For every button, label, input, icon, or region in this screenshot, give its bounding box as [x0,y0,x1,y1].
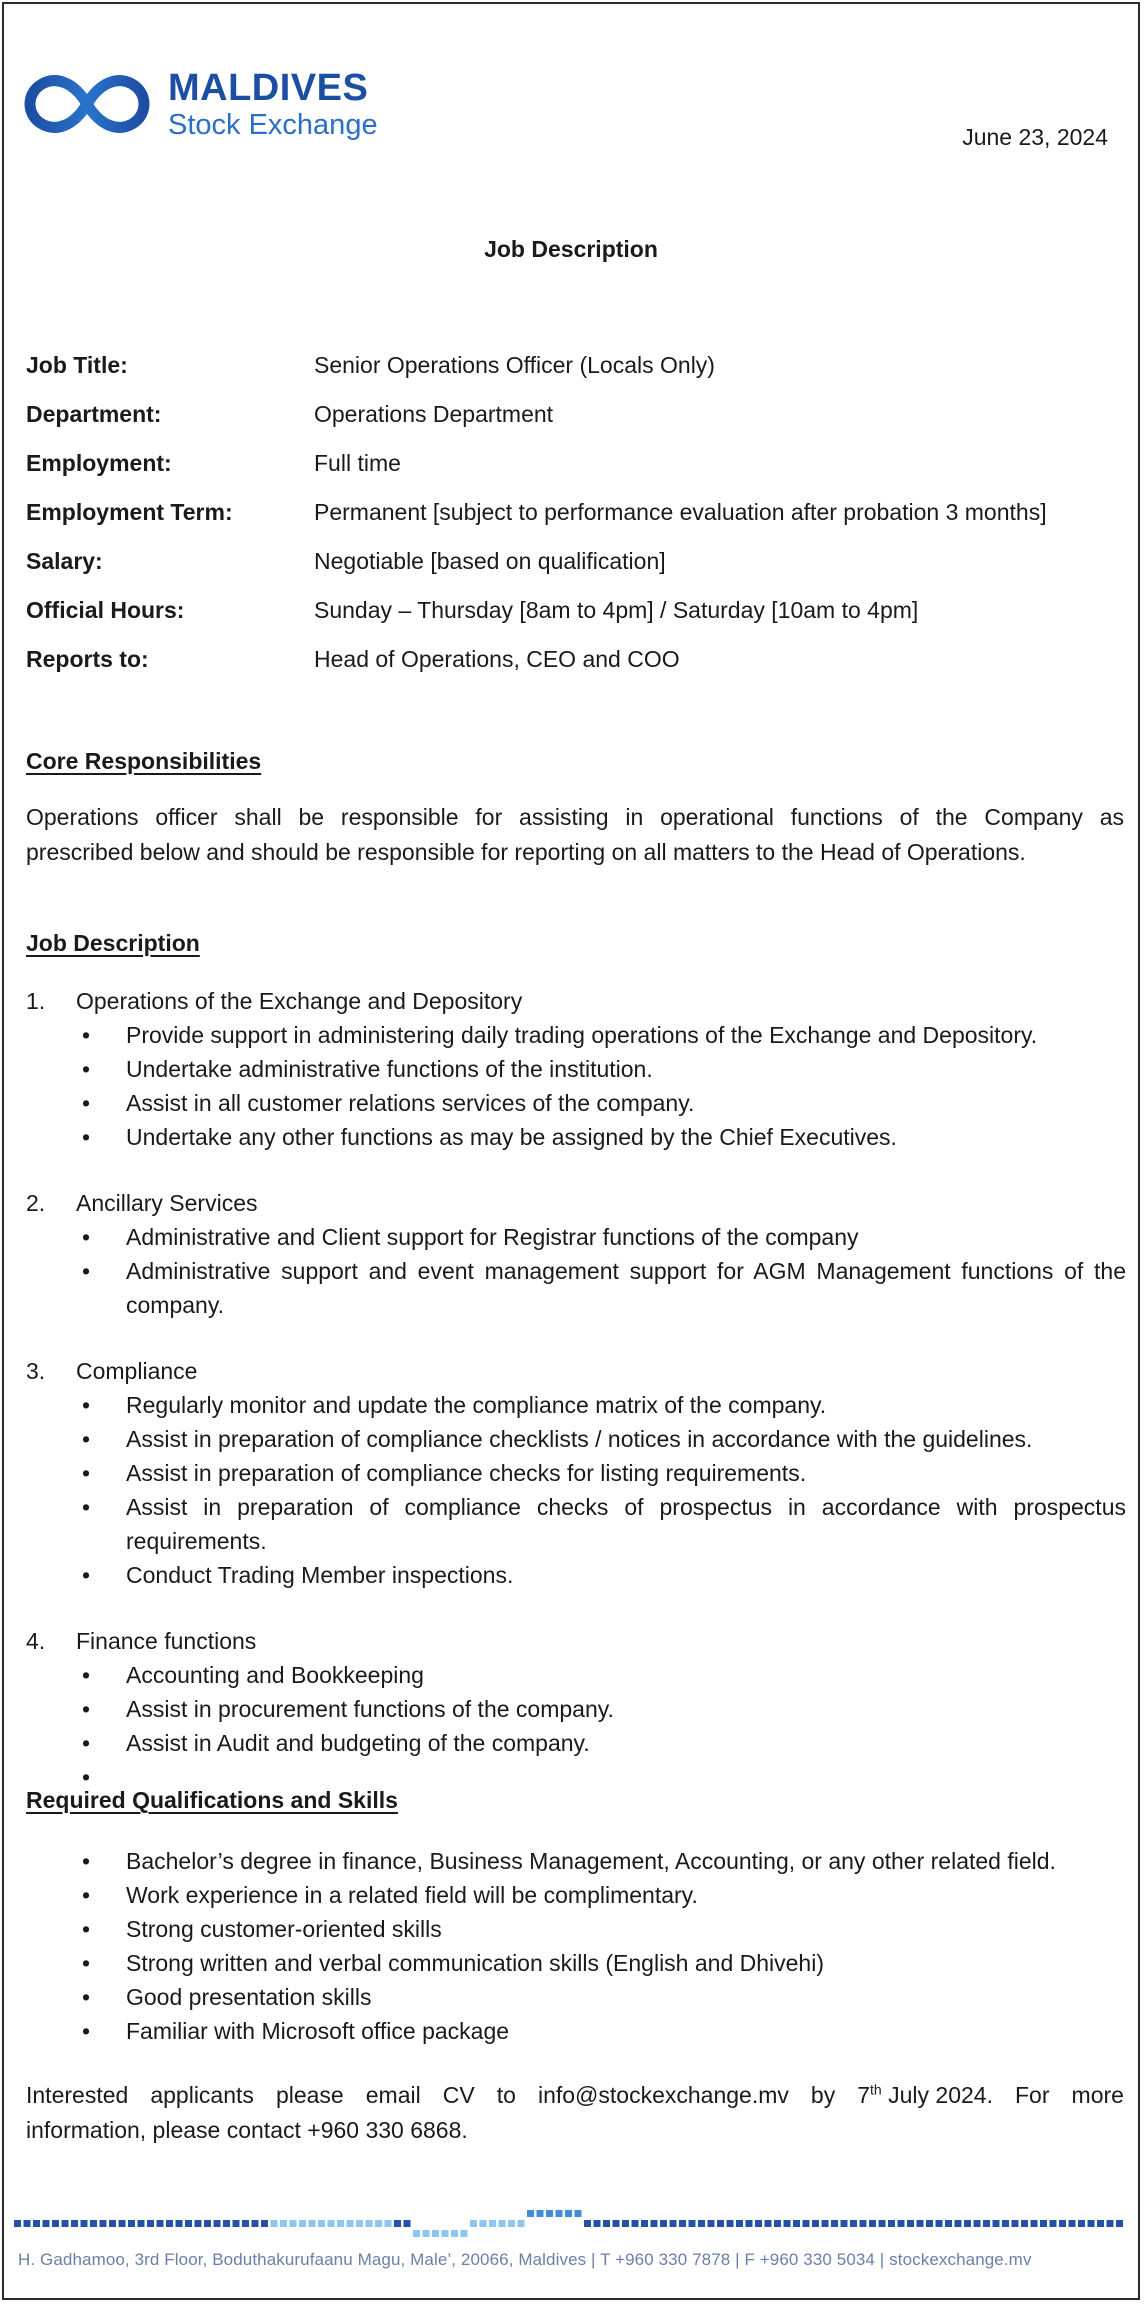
footer-square [755,2220,762,2227]
contact-word: please [275,2082,344,2108]
list-item: • Conduct Trading Member inspections. [26,1558,1126,1592]
field-official-hours [26,593,1116,642]
list-item: • Undertake any other functions as may be assigned by the Chief Executives. [26,1120,1126,1154]
footer-square [993,2220,1000,2227]
deadline-month-year: July 2024. [888,2082,993,2108]
contact-word: applicants [150,2082,254,2108]
footer-square [822,2220,829,2227]
footer-square [708,2220,715,2227]
section-title: Ancillary Services [76,1190,258,1216]
footer-square [869,2220,876,2227]
field-value: Senior Operations Officer (Locals Only) [314,352,715,378]
footer-square [632,2220,639,2227]
footer-square [556,2210,563,2217]
document-page [2,2,1140,2300]
footer-square [727,2220,734,2227]
footer-square [176,2220,183,2227]
field-label: Job Title: [26,352,128,378]
field-employment [26,446,1116,495]
field-label: Employment: [26,450,172,476]
footer-square [641,2220,648,2227]
contact-word: email [365,2082,421,2108]
job-description-heading: Job Description [26,930,200,956]
footer-square [375,2220,382,2227]
footer-square [964,2220,971,2227]
list-item: • Accounting and Bookkeeping [26,1658,1126,1692]
footer-square [584,2220,591,2227]
footer-square [1002,2220,1009,2227]
field-label: Department: [26,401,162,427]
footer-address: H. Gadhamoo, 3rd Floor, Boduthakurufaanu Magu, Male’, 20066, Maldives | T +960 330 7878 | F +960 330 5034 | stockexchange.mv [18,2250,1032,2269]
footer-square [879,2220,886,2227]
footer-square [660,2220,667,2227]
footer-square [1116,2220,1123,2227]
infinity-logo-icon [22,68,152,140]
core-responsibilities-text [26,800,1124,870]
list-item: • Assist in preparation of compliance checks for listing requirements. [26,1456,1126,1490]
footer-square [195,2220,202,2227]
footer-square [157,2220,164,2227]
footer-square [81,2220,88,2227]
footer-square [185,2220,192,2227]
field-value: Head of Operations, CEO and COO [314,646,680,672]
footer-square [71,2220,78,2227]
footer-square [983,2220,990,2227]
footer-square [974,2220,981,2227]
footer-square [689,2220,696,2227]
footer-square [793,2220,800,2227]
contact-line [26,2078,1124,2113]
footer-square [784,2220,791,2227]
footer-square [432,2230,439,2237]
field-value: Permanent [subject to performance evaluation after probation 3 months] [314,499,1047,525]
deadline-day-suffix: th [870,2081,882,2098]
field-value: Sunday – Thursday [8am to 4pm] / Saturday [10am to 4pm] [314,597,919,623]
field-label: Salary: [26,548,103,574]
field-reports-to [26,642,1116,691]
footer-square [926,2220,933,2227]
contact-word: to [496,2082,516,2108]
list-item: • Good presentation skills [26,1980,1126,2014]
field-value: Operations Department [314,401,554,427]
footer-square [138,2220,145,2227]
footer-square [166,2220,173,2227]
footer-square [803,2220,810,2227]
footer-square [1050,2220,1057,2227]
contact-word: by [810,2082,836,2108]
footer-square [14,2220,21,2227]
footer-square [62,2220,69,2227]
footer-square [261,2220,268,2227]
list-item: • Strong customer-oriented skills [26,1912,1126,1946]
footer-square [461,2230,468,2237]
field-department [26,397,1116,446]
list-item: • Familiar with Microsoft office package [26,2014,1126,2048]
list-item: • Assist in preparation of compliance checks of prospectus in accordance with prospectus requirements. [26,1490,1126,1558]
footer-square [888,2220,895,2227]
footer-square [717,2220,724,2227]
list-item: • Regularly monitor and update the compliance matrix of the company. [26,1388,1126,1422]
footer-square [1107,2220,1114,2227]
list-item: • Assist in Audit and budgeting of the company. [26,1726,1126,1760]
footer-square [33,2220,40,2227]
footer-square [356,2220,363,2227]
footer-square [52,2220,59,2227]
section-number: 3. [26,1358,46,1384]
deadline-day: 7 [857,2082,871,2108]
footer-square [1069,2220,1076,2227]
list-item: • Administrative support and event management support for AGM Management functions of the company. [26,1254,1126,1322]
footer-square [242,2220,249,2227]
footer-square [812,2220,819,2227]
footer-square [451,2230,458,2237]
footer-square [223,2220,230,2227]
section-title: Compliance [76,1358,198,1384]
footer-square [698,2220,705,2227]
footer-square [318,2220,325,2227]
footer-square [603,2220,610,2227]
footer-square [337,2220,344,2227]
contact-word: Interested [26,2082,129,2108]
footer-square [423,2230,430,2237]
core-text-line: Operations officer shall be responsible for assisting in operational functions of the Company as [26,804,1124,830]
section-operations [26,984,1126,1154]
footer-square [394,2220,401,2227]
footer-square [651,2220,658,2227]
field-salary [26,544,1116,593]
footer-square [1088,2220,1095,2227]
footer-square [1040,2220,1047,2227]
footer-square [100,2220,107,2227]
footer-square [366,2220,373,2227]
deadline-date [857,2078,993,2113]
footer-square [594,2220,601,2227]
field-value: Negotiable [based on qualification] [314,548,666,574]
section-ancillary [26,1186,1126,1322]
footer-square [831,2220,838,2227]
contact-word: CV [442,2082,475,2108]
list-item: • Assist in preparation of compliance checklists / notices in accordance with the guidelines. [26,1422,1126,1456]
section-number: 4. [26,1628,46,1654]
field-label: Reports to: [26,646,149,672]
logo-subtitle: Stock Exchange [168,109,378,141]
job-description-list [26,984,1126,1794]
footer-square [898,2220,905,2227]
list-item: • Assist in procurement functions of the company. [26,1692,1126,1726]
contact-paragraph [26,2078,1124,2148]
footer-square [252,2220,259,2227]
footer-square [613,2220,620,2227]
footer-square [109,2220,116,2227]
footer-square [480,2220,487,2227]
footer-square [442,2230,449,2237]
section-finance [26,1624,1126,1794]
footer-square [850,2220,857,2227]
contact-email-link[interactable]: info@stockexchange.mv [537,2082,789,2108]
footer-square [147,2220,154,2227]
footer-square [1021,2220,1028,2227]
section-number: 1. [26,988,46,1014]
field-job-title [26,348,1116,397]
list-item: • Assist in all customer relations services of the company. [26,1086,1126,1120]
section-number: 2. [26,1190,46,1216]
footer-square [679,2220,686,2227]
footer-square [841,2220,848,2227]
list-item: • Provide support in administering daily trading operations of the Exchange and Depository. [26,1018,1126,1052]
footer-square [1097,2220,1104,2227]
footer-decorative-bar [14,2204,1132,2238]
footer-square [508,2220,515,2227]
footer-square [765,2220,772,2227]
logo-name: MALDIVES [168,67,369,109]
footer-square [575,2210,582,2217]
footer-square [945,2220,952,2227]
footer-square [917,2220,924,2227]
footer-square [1059,2220,1066,2227]
mse-logo [22,62,402,152]
footer-square [527,2210,534,2217]
section-compliance [26,1354,1126,1592]
list-item: • Administrative and Client support for Registrar functions of the company [26,1220,1126,1254]
qualifications-list [26,1844,1126,2048]
footer-square [347,2220,354,2227]
footer-square [860,2220,867,2227]
footer-square [1031,2220,1038,2227]
footer-square [128,2220,135,2227]
footer-square [907,2220,914,2227]
footer-square [1012,2220,1019,2227]
field-label: Employment Term: [26,499,233,525]
core-responsibilities-heading: Core Responsibilities [26,748,262,774]
list-item: • Undertake administrative functions of the institution. [26,1052,1126,1086]
footer-square [1078,2220,1085,2227]
footer-square [233,2220,240,2227]
document-title: Job Description [484,236,658,262]
footer-square [736,2220,743,2227]
qualifications-heading: Required Qualifications and Skills [26,1787,398,1813]
footer-square [404,2220,411,2227]
footer-square [309,2220,316,2227]
footer-square [280,2220,287,2227]
footer-square [385,2220,392,2227]
document-date: June 23, 2024 [962,124,1108,150]
footer-square [43,2220,50,2227]
footer-square [413,2230,420,2237]
section-title: Operations of the Exchange and Depository [76,988,523,1014]
footer-square [271,2220,278,2227]
footer-square [955,2220,962,2227]
footer-square [299,2220,306,2227]
core-text-line: prescribed below and should be responsible for reporting on all matters to the Head of Operations. [26,839,1026,865]
contact-word: For [1015,2082,1050,2108]
footer-square [119,2220,126,2227]
contact-word: more [1071,2082,1124,2108]
footer-square [290,2220,297,2227]
list-item: • Work experience in a related field will be complimentary. [26,1878,1126,1912]
footer-square [546,2210,553,2217]
section-title: Finance functions [76,1628,257,1654]
field-value: Full time [314,450,401,476]
footer-square [565,2210,572,2217]
job-fields [26,348,1116,691]
footer-square [936,2220,943,2227]
field-label: Official Hours: [26,597,185,623]
footer-square [214,2220,221,2227]
footer-square [470,2220,477,2227]
footer-square [746,2220,753,2227]
footer-square [518,2220,525,2227]
footer-square [537,2210,544,2217]
footer-square [24,2220,31,2227]
footer-square [204,2220,211,2227]
list-item: • Bachelor’s degree in finance, Business Management, Accounting, or any other related field. [26,1844,1126,1878]
footer-square [499,2220,506,2227]
footer-square [328,2220,335,2227]
footer-square [489,2220,496,2227]
field-employment-term [26,495,1116,544]
list-item: • Strong written and verbal communication skills (English and Dhivehi) [26,1946,1126,1980]
footer-square [622,2220,629,2227]
contact-line: information, please contact +960 330 6868. [26,2117,468,2143]
footer-square [90,2220,97,2227]
footer-square [774,2220,781,2227]
footer-square [670,2220,677,2227]
